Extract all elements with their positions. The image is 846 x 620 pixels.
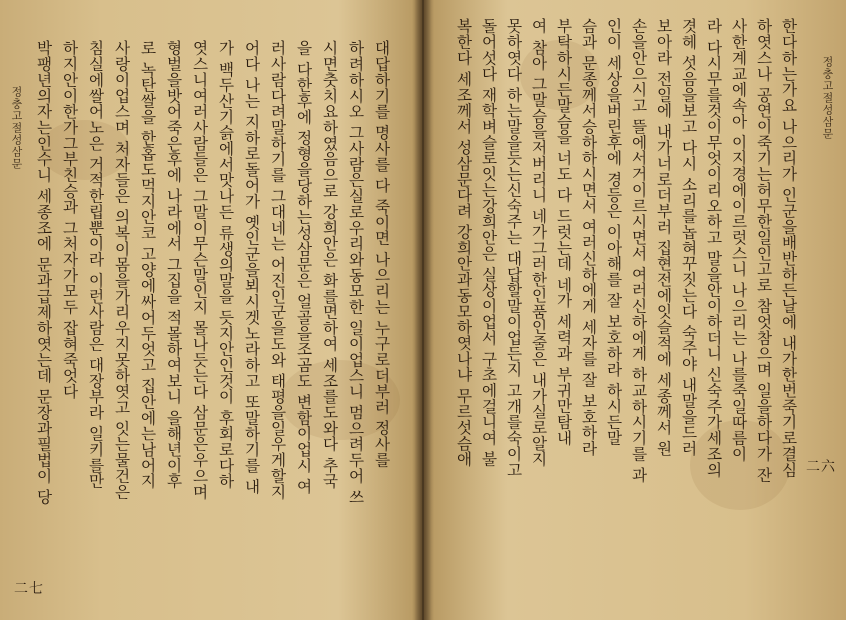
text-column: 어다 나는 지하로돌어가 옛인군을뵈시겟노라하고 또말하기를 내: [242, 40, 261, 494]
text-column: 보아라 전일에 내가너로더부러 집현전에잇슬적에 세종께서 원: [654, 18, 673, 457]
text-column: 박팽년의자는인수니 세종조에 문과급제하엿는데 문장과필법이 당: [34, 40, 53, 505]
text-column: 복한다 세조께서 성삼문다려 강희안과동모하엿나냐 무르섯슴애: [454, 18, 473, 467]
text-column: 라 다시무를것이무엇이리오하고 말을안이하더니 신숙주가세조의: [704, 18, 723, 478]
text-column: 돌어섯다 재학벼슬로잇는강희안은 실상이업서 구초에걸니여 불: [479, 18, 498, 467]
text-column: 형벌을밧어죽은후에 나라에서 그집을 적몰하여보니 을해년이후: [164, 40, 183, 489]
left-page: [0, 0, 418, 620]
text-column: 을 다한후에 정형을당하는성삼문은 얼골을조곰도 변함이업시 여: [294, 40, 313, 494]
text-column: 가 백두산기슭에서맛나든 류생의말을 듯지안인것이 후회로다하: [216, 40, 235, 489]
text-column: 한다하는가요 나으리가 인군을배반하든날에 내가한번죽기로결심: [779, 18, 798, 478]
page-number: 二六: [806, 459, 836, 475]
text-column: 인이 세상을버린후에 경등은 이아해를 잘 보호하라 하시든말: [604, 18, 623, 446]
text-column: 엿스니여러사람들은 그말이무슨말인지 몰나듯는다 삼문은우으며: [190, 40, 209, 500]
text-column: 사한계교에속아 이지경에이르럿스니 나으리는 나를죽일따름이: [729, 18, 748, 462]
text-column: 손을안으시고 뜰에서거이르시면서 여러신하에게 하교하시기를 과: [629, 18, 648, 483]
text-column: 러사람다려말하기를 그대네는 어진인군을도와 태평을일우게할지: [268, 40, 287, 500]
text-column: 침실에쌀어노은 거적한립뿐이라 이런사람은 대장부라 일키를만: [86, 40, 105, 489]
running-header: 정충고절성삼문: [10, 86, 23, 170]
text-column: 부탁하시든말슴을 너도 다 드럿는데 네가 세력과 부귀만탐내: [554, 18, 573, 446]
text-column: 슴과 문종께서승하하시면서 여러신하에게 세자를 잘 보호하라: [579, 18, 598, 457]
text-column: 로 녹탄쌀을 한홉도먹지안코 고양에싸어두엇고 집안에는남어지: [138, 40, 157, 489]
text-column: 겻헤 섯음을보고 다시 소리를놉혀꾸짓는다 숙주야 내말을드러: [679, 18, 698, 457]
running-header: 정충고절성삼문: [821, 56, 834, 140]
text-column: 대답하기를 명사를 다 죽이면 나으리는 누구로더부러 정사를: [372, 40, 391, 468]
text-column: 사랑이업스며 처자들은 의복이몸을가리우지못하엿고 잇는물건은: [112, 40, 131, 500]
text-column: 하엿스나 공연이죽기는허무한일인고로 참엇참으며 일을하다가 잔: [754, 18, 773, 483]
right-page: [428, 0, 846, 620]
text-column: 시면춧치요하였음으로 강희안은 화를면하여 세조를도와다 추국: [320, 40, 339, 489]
text-column: 못하엿다 하는말을듯는신숙주는 대답할말이업든지 고개를숙이고: [504, 18, 523, 478]
text-column: 여 참아 그말슴을저버리니 네가그러한인품인줄은 내가실로알지: [529, 18, 548, 467]
text-column: 하지안이한가그부친승과 그처자가모두 잡혀죽엇다: [60, 40, 79, 400]
page-number: 二七: [14, 581, 44, 597]
text-column: 하려하시오 그사람은실로우리와동모한 일이업스니 멈으려두어 쓰: [346, 40, 365, 505]
